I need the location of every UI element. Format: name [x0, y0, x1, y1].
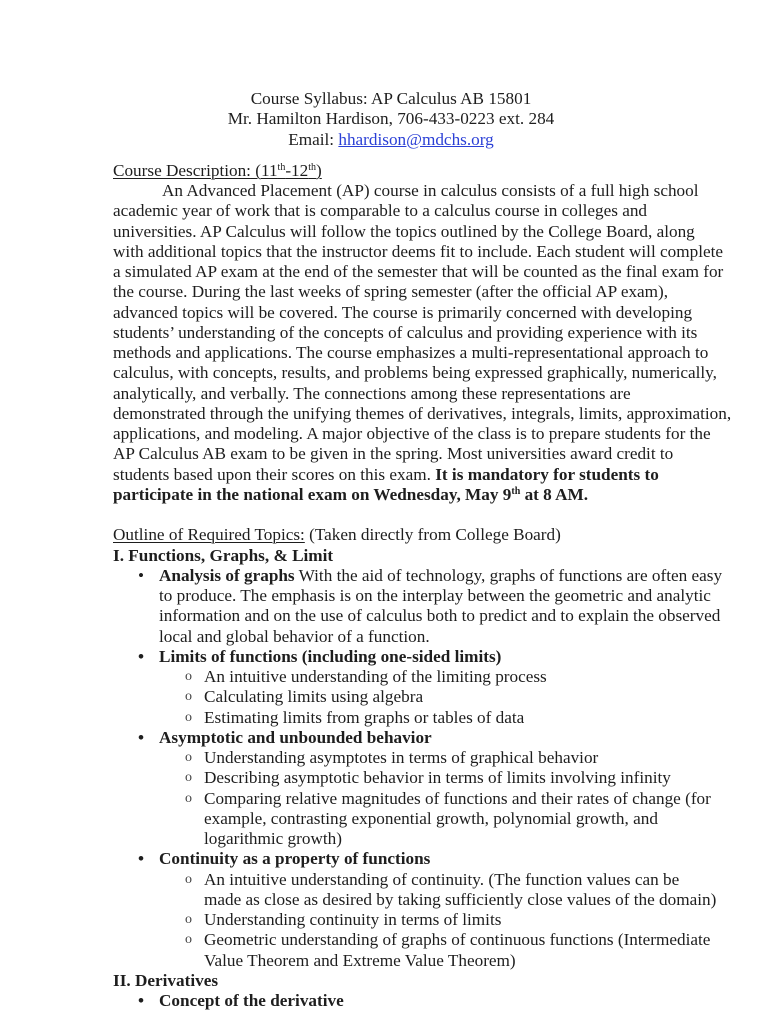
description-line: analytically, and verbally. The connections among these representations are — [113, 383, 631, 403]
description-line: students’ understanding of the concepts of calculus and providing experience with its — [113, 322, 698, 342]
topic-concept-of-derivative: • Concept of the derivative — [138, 991, 344, 1010]
circle-bullet-icon: o — [185, 750, 192, 765]
section-derivatives: II. Derivatives — [113, 970, 219, 990]
subtopic: o Estimating limits from graphs or tables of data — [185, 707, 525, 727]
topic-continuity: • Continuity as a property of functions — [138, 849, 431, 869]
email-link[interactable]: hhardison@mdchs.org — [338, 129, 494, 149]
bullet-icon: • — [138, 646, 145, 666]
syllabus-title: Course Syllabus: AP Calculus AB 15801 — [250, 89, 532, 108]
subtopic-text: Value Theorem and Extreme Value Theorem) — [204, 950, 516, 970]
topic-text: information and on the use of calculus both to predict and to explain the observed — [159, 606, 721, 626]
exam-date-notice: participate in the national exam on Wednesday, May 9th at 8 AM. — [113, 484, 589, 504]
description-line: universities. AP Calculus will follow the topics outlined by the College Board, along — [113, 221, 695, 241]
description-line: the course. During the last weeks of spring semester (after the official AP exam), — [113, 282, 669, 302]
mandatory-notice: It is mandatory for students to — [435, 464, 659, 484]
bullet-icon: • — [138, 849, 145, 869]
bullet-icon: • — [138, 727, 145, 747]
bullet-icon: • — [138, 565, 145, 585]
circle-bullet-icon: o — [185, 709, 192, 725]
subtopic: o Understanding asymptotes in terms of graphical behavior — [185, 748, 599, 767]
circle-bullet-icon: o — [185, 912, 192, 927]
description-line: a simulated AP exam at the end of the semester that will be counted as the final exam for — [113, 262, 724, 281]
circle-bullet-icon: o — [185, 790, 192, 806]
description-line: academic year of work that is comparable to a calculus course in colleges and — [113, 201, 648, 221]
circle-bullet-icon: o — [185, 770, 192, 786]
description-line: students based upon their scores on this exam. It is mandatory for students to — [113, 464, 659, 484]
description-line: calculus, with concepts, results, and problems being expressed graphically, numerically, — [113, 363, 717, 383]
course-description-title: Course Description: (11th-12th) — [113, 160, 322, 180]
bullet-icon: • — [138, 991, 145, 1010]
subtopic-text: logarithmic growth) — [204, 829, 342, 848]
circle-bullet-icon: o — [185, 871, 192, 887]
syllabus-page — [113, 89, 732, 1011]
email-line — [111, 130, 671, 150]
description-line: with additional topics that the instructor deems fit to include. Each student will complete — [113, 241, 724, 261]
topic-asymptotic-behavior: • Asymptotic and unbounded behavior — [138, 727, 432, 747]
description-line: methods and applications. The course emphasizes a multi-representational approach to — [113, 343, 709, 362]
subtopic: o Calculating limits using algebra — [185, 687, 424, 707]
course-description-body — [113, 181, 732, 505]
topic-analysis-of-graphs: • Analysis of graphs With the aid of technology, graphs of functions are often easy — [138, 565, 723, 585]
course-description-heading — [113, 161, 673, 181]
subtopic: o An intuitive understanding of continuity. (The function values can be — [185, 869, 680, 889]
topic-limits-of-functions: • Limits of functions (including one-sided limits) — [138, 646, 502, 666]
description-line: applications, and modeling. A major objective of the class is to prepare students for the — [113, 424, 711, 443]
topic-text: local and global behavior of a function. — [159, 626, 430, 646]
instructor-contact: Mr. Hamilton Hardison, 706-433-0223 ext. 284 — [227, 109, 555, 129]
outline-heading: Outline of Required Topics: (Taken directly from College Board) — [113, 525, 561, 545]
email-label: Email: — [288, 129, 339, 149]
subtopic: o Describing asymptotic behavior in terms of limits involving infinity — [185, 768, 671, 788]
subtopic-text: example, contrasting exponential growth, polynomial growth, and — [204, 808, 658, 828]
circle-bullet-icon: o — [185, 669, 192, 684]
section-functions-graphs-limit: I. Functions, Graphs, & Limit — [113, 545, 334, 565]
subtopic: o An intuitive understanding of the limiting process — [185, 667, 547, 686]
topic-text: to produce. The emphasis is on the interplay between the geometric and analytic — [159, 586, 711, 605]
description-line: demonstrated through the unifying themes of derivatives, integrals, limits, approximation, — [113, 403, 732, 423]
subtopic: o Understanding continuity in terms of limits — [185, 910, 502, 929]
description-line: advanced topics will be covered. The course is primarily concerned with developing — [113, 302, 693, 322]
subtopic: o Comparing relative magnitudes of functions and their rates of change (for — [185, 788, 711, 808]
subtopic: o Geometric understanding of graphs of continuous functions (Intermediate — [185, 930, 711, 950]
circle-bullet-icon: o — [185, 689, 192, 705]
subtopic-text: made as close as desired by taking sufficiently close values of the domain) — [204, 889, 717, 909]
circle-bullet-icon: o — [185, 932, 192, 948]
description-line: An Advanced Placement (AP) course in calculus consists of a full high school — [162, 181, 699, 200]
description-line: AP Calculus AB exam to be given in the spring. Most universities award credit to — [113, 444, 674, 464]
